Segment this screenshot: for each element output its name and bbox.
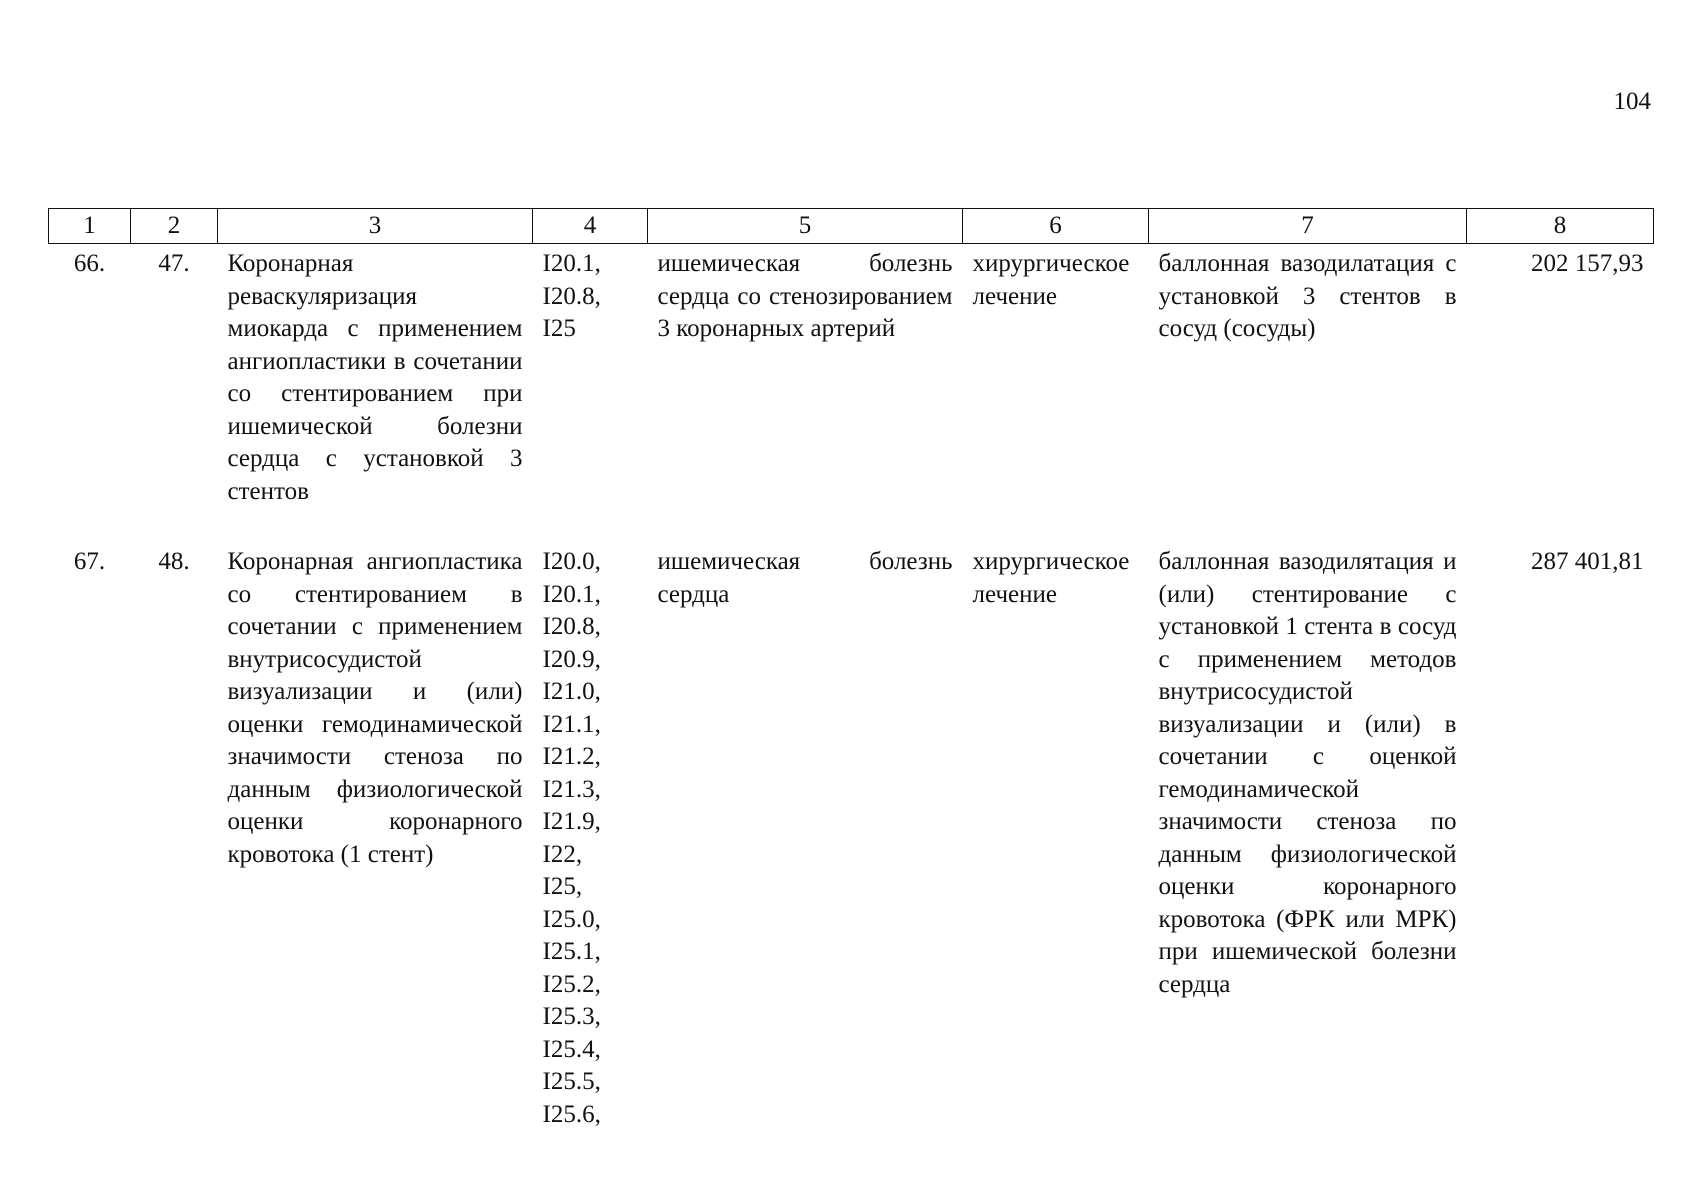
icd-code: I20.8, [542, 613, 601, 640]
header-row [49, 209, 1654, 244]
icd-code: I25 [542, 315, 576, 342]
page-number: 104 [1613, 88, 1651, 115]
icd-code: I25.2, [542, 970, 601, 998]
icd-code: I21.2, [542, 743, 601, 770]
icd-code: I20.0, [542, 548, 601, 575]
icd-code: I21.3, [542, 775, 601, 803]
treatment-type: хирургическое лечение [972, 548, 1130, 608]
icd-code: I25.4, [542, 1035, 601, 1063]
care-type-name: Коронарная ангиопластика со стентированием в сочетании с применением внутрисосудистой визуализации и (или) оценки гемодинамической значимости стеноза по данным физиологической оценки коронарного кровотока (1 стент) [227, 548, 523, 868]
icd-code: I25.1, [542, 938, 601, 965]
header-cell-3: 3 [218, 209, 533, 244]
cost-value: 202 157,93 [1531, 250, 1644, 277]
row-number: 66. [73, 250, 106, 277]
treatment-method: баллонная вазодилатация с установкой 3 стентов в сосуд (сосуды) [1158, 250, 1457, 342]
icd-code: I20.1, [542, 580, 601, 608]
patient-model: ишемическая болезнь сердца со стенозированием 3 коронарных артерий [657, 250, 953, 342]
icd-code: I25.3, [542, 1003, 601, 1030]
header-cell-6: 6 [963, 209, 1149, 244]
icd-code: I25.0, [542, 905, 601, 933]
icd-codes [533, 542, 648, 1131]
group-number: 47. [158, 250, 190, 277]
header-cell-4: 4 [533, 209, 648, 244]
treatment-method: баллонная вазодилятация и (или) стентирование с установкой 1 стента в сосуд с применением методов внутрисосудистой визуализации и (или) в сочетании с оценкой гемодинамической значимости стеноза по данным физиологической оценки коронарного кровотока (ФРК или МРК) при ишемической болезни сердца [1158, 548, 1457, 998]
table-row [49, 542, 1654, 1131]
icd-code: I22, [542, 840, 583, 868]
header-cell-2: 2 [131, 209, 218, 244]
cost-value: 287 401,81 [1531, 548, 1644, 575]
row-number: 67. [73, 548, 106, 575]
patient-model: ишемическая болезнь сердца [657, 548, 953, 608]
header-cell-7: 7 [1149, 209, 1467, 244]
icd-code: I20.8, [542, 282, 601, 310]
medical-care-table [48, 208, 1654, 1131]
icd-code: I21.1, [542, 710, 601, 738]
icd-code: I20.9, [542, 645, 601, 673]
header-cell-8: 8 [1467, 209, 1654, 244]
icd-codes [533, 244, 648, 543]
icd-code: I25.5, [542, 1068, 601, 1095]
icd-code: I21.9, [542, 808, 601, 835]
icd-code: I20.1, [542, 250, 601, 277]
icd-code: I21.0, [542, 678, 601, 705]
treatment-type: хирургическое лечение [972, 250, 1130, 310]
care-type-name: Коронарная реваскуляризация миокарда с применением ангиопластики в сочетании со стентированием при ишемической болезни сердца с установкой 3 стентов [227, 250, 523, 505]
table-row [49, 244, 1654, 543]
icd-code: I25.6, [542, 1100, 601, 1128]
group-number: 48. [158, 548, 190, 575]
header-cell-5: 5 [648, 209, 963, 244]
header-cell-1: 1 [49, 209, 131, 244]
icd-code: I25, [542, 873, 583, 900]
